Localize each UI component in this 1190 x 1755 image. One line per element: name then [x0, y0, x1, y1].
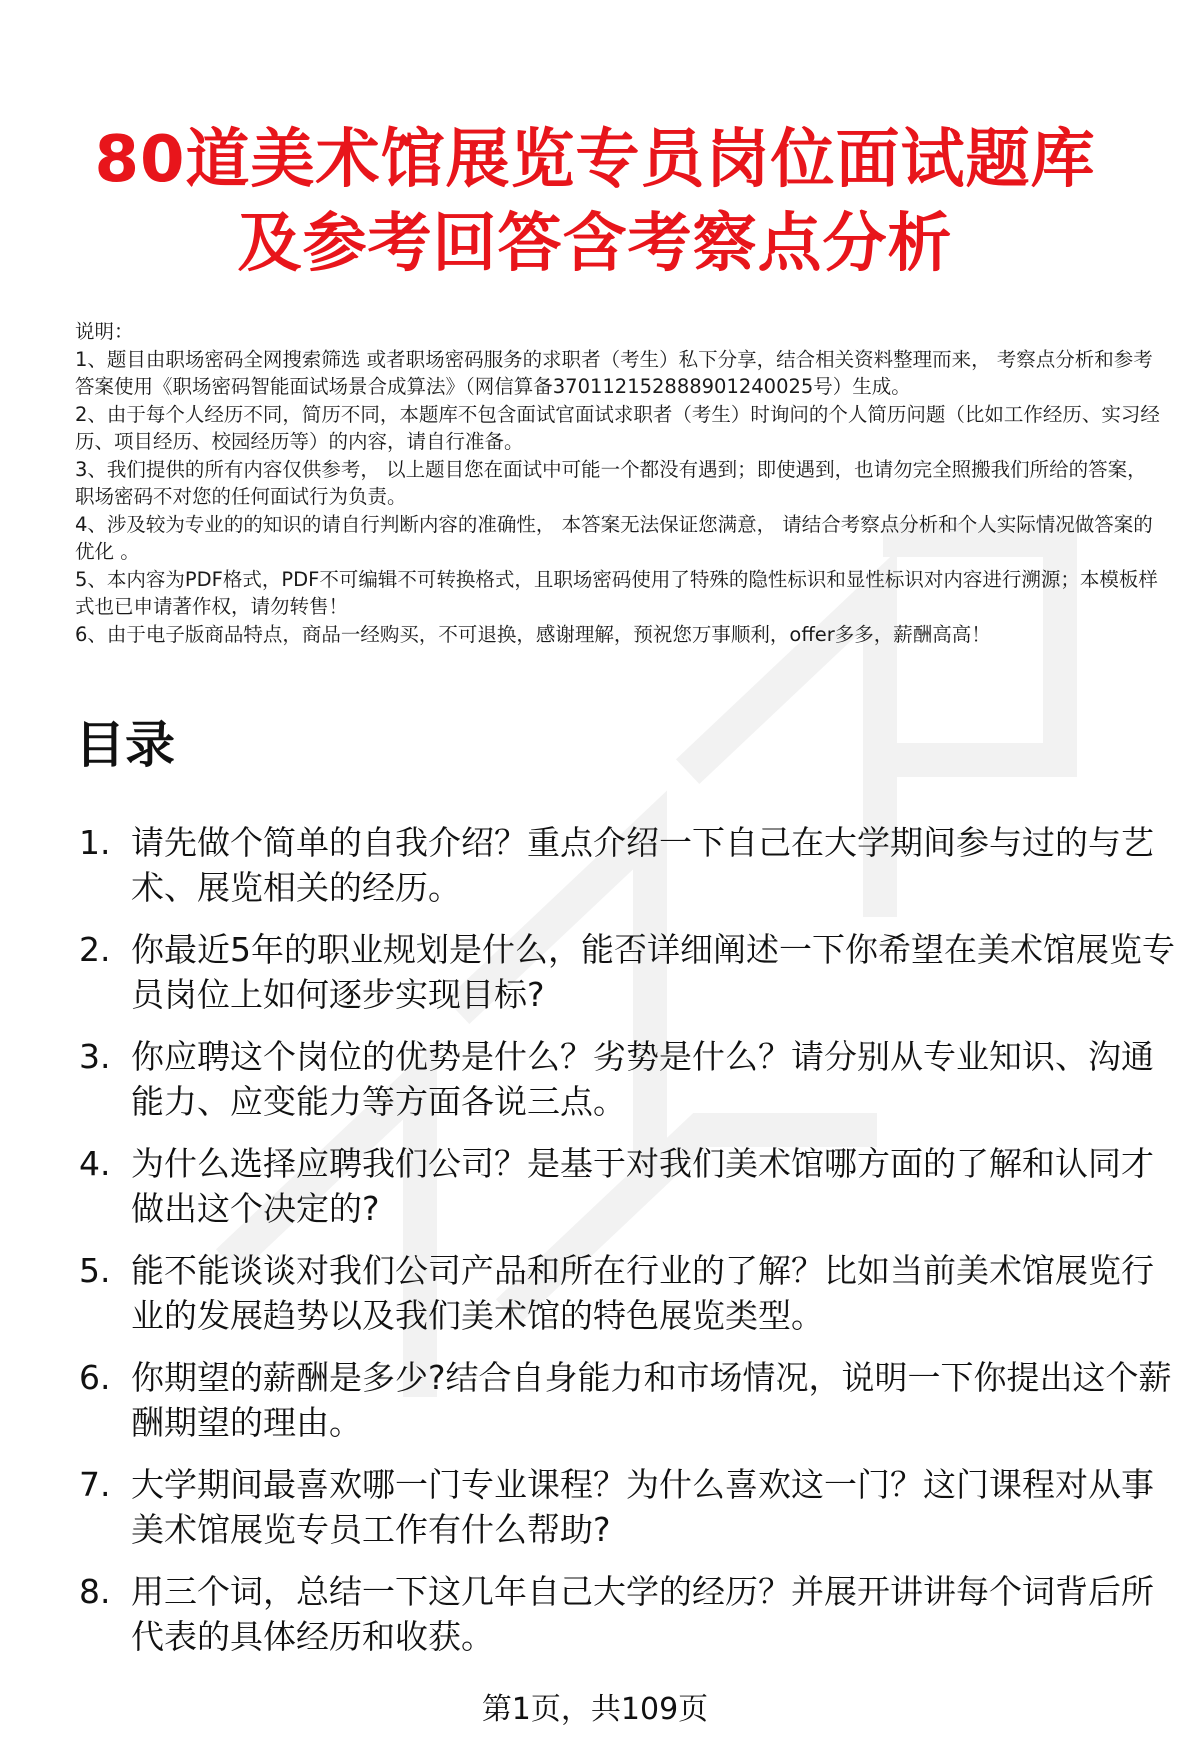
toc-item — [75, 1034, 1175, 1124]
note-item: 5、本内容为PDF格式，PDF不可编辑不可转换格式，且职场密码使用了特殊的隐性标识和显性标识对内容进行溯源；本模板样式也已申请著作权，请勿转售！ — [75, 567, 1158, 618]
toc-item-number: 2. — [79, 930, 111, 969]
note-item: 3、我们提供的所有内容仅供参考， 以上题目您在面试中可能一个都没有遇到；即使遇到，也请勿完全照搬我们所给的答案，职场密码不对您的任何面试行为负责。 — [75, 457, 1147, 508]
note-item: 2、由于每个人经历不同，简历不同，本题库不包含面试官面试求职者（考生）时询问的个人简历问题（比如工作经历、实习经历、项目经历、校园经历等）的内容，请自行准备。 — [75, 402, 1160, 453]
toc-item-number: 7. — [79, 1465, 111, 1504]
toc-item-number: 5. — [79, 1251, 111, 1290]
toc-item-number: 4. — [79, 1144, 111, 1183]
toc-item — [75, 1141, 1175, 1231]
title-line-1: 80道美术馆展览专员岗位面试题库 — [94, 123, 1096, 197]
notes-heading: 说明： — [75, 320, 134, 343]
toc-item — [75, 1248, 1175, 1338]
toc-item-number: 8. — [79, 1572, 111, 1611]
toc-item — [75, 1462, 1175, 1552]
toc-item-text: 为什么选择应聘我们公司？是基于对我们美术馆哪方面的了解和认同才做出这个决定的? — [131, 1144, 1154, 1228]
document-title — [70, 118, 1120, 286]
toc-item-text: 用三个词，总结一下这几年自己大学的经历？并展开讲讲每个词背后所代表的具体经历和收获。 — [131, 1572, 1154, 1656]
page-number: 第1页，共109页 — [481, 1692, 709, 1727]
instructions-section — [75, 318, 1165, 648]
toc-item-text: 大学期间最喜欢哪一门专业课程？为什么喜欢这一门？这门课程对从事美术馆展览专员工作有什么帮助? — [131, 1465, 1154, 1549]
note-item: 1、题目由职场密码全网搜索筛选 或者职场密码服务的求职者（考生）私下分享，结合相关资料整理而来， 考察点分析和参考答案使用《职场密码智能面试场景合成算法》（网信算备370112152888901240025号）生成。 — [75, 347, 1153, 398]
toc-item-text: 你应聘这个岗位的优势是什么？劣势是什么？请分别从专业知识、沟通能力、应变能力等方面各说三点。 — [131, 1037, 1154, 1121]
toc-item-number: 3. — [79, 1037, 111, 1076]
toc-item — [75, 927, 1175, 1017]
toc-item-number: 6. — [79, 1358, 111, 1397]
toc-item-text: 你期望的薪酬是多少?结合自身能力和市场情况，说明一下你提出这个薪酬期望的理由。 — [131, 1358, 1172, 1442]
note-item: 4、涉及较为专业的的知识的请自行判断内容的准确性， 本答案无法保证您满意， 请结合考察点分析和个人实际情况做答案的优化 。 — [75, 512, 1153, 563]
toc-list — [75, 820, 1175, 1676]
toc-item — [75, 1355, 1175, 1445]
toc-item-text: 能不能谈谈对我们公司产品和所在行业的了解？比如当前美术馆展览行业的发展趋势以及我们美术馆的特色展览类型。 — [131, 1251, 1154, 1335]
toc-item-text: 你最近5年的职业规划是什么，能否详细阐述一下你希望在美术馆展览专员岗位上如何逐步实现目标? — [131, 930, 1175, 1014]
toc-item — [75, 820, 1175, 910]
note-item: 6、由于电子版商品特点，商品一经购买，不可退换，感谢理解，预祝您万事顺利，offer多多，薪酬高高！ — [75, 622, 991, 646]
toc-item-number: 1. — [79, 823, 111, 862]
toc-item-text: 请先做个简单的自我介绍？重点介绍一下自己在大学期间参与过的与艺术、展览相关的经历。 — [131, 823, 1154, 907]
title-line-2: 及参考回答含考察点分析 — [237, 207, 953, 281]
toc-heading: 目录 — [75, 716, 175, 774]
toc-item — [75, 1569, 1175, 1659]
